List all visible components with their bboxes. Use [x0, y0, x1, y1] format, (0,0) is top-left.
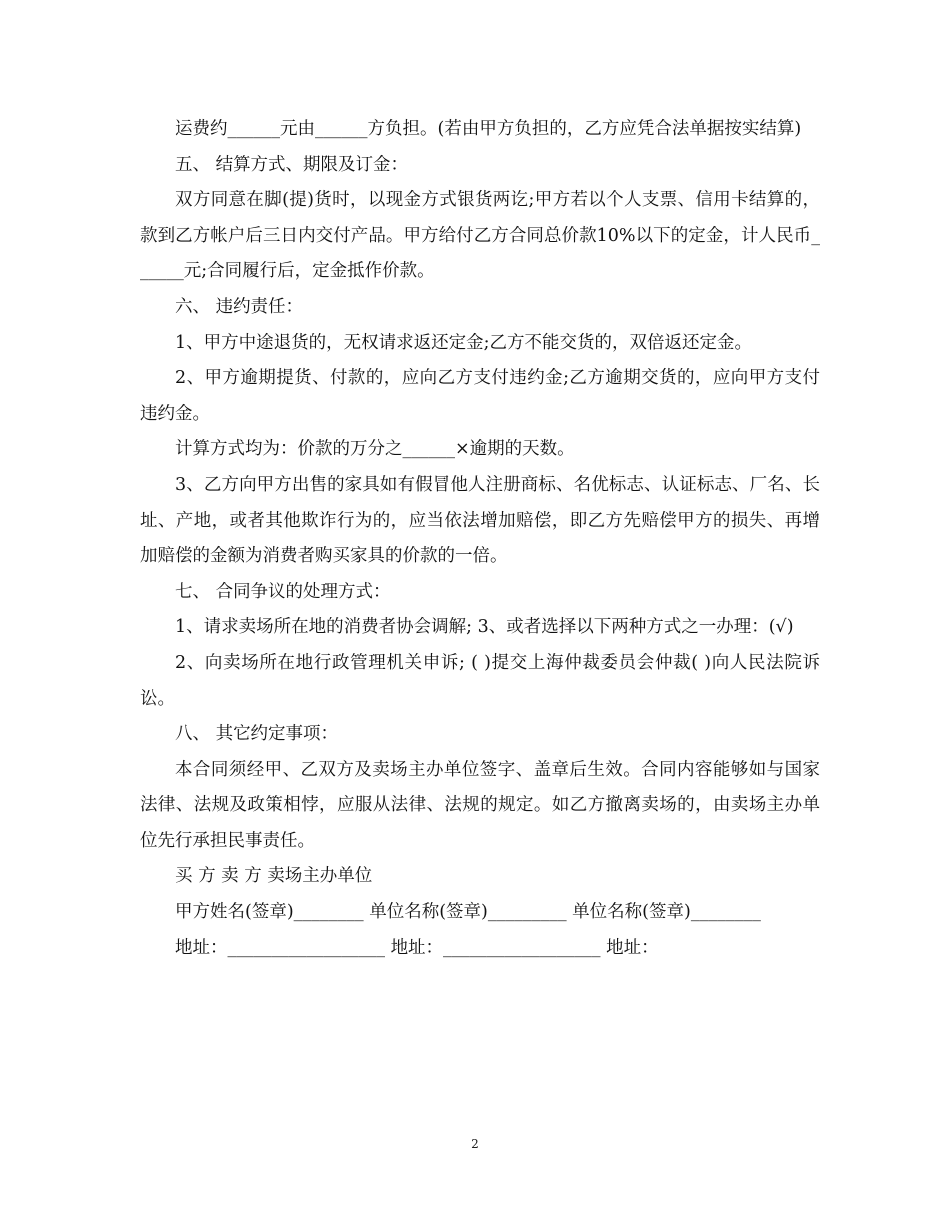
- heading-settlement: 五、 结算方式、期限及订金：: [175, 154, 409, 175]
- paragraph-liability-2: 2、甲方逾期提货、付款的，应向乙方支付违约金;乙方逾期交货的，应向甲方支付违约金。: [140, 368, 820, 424]
- document-body: [140, 112, 820, 966]
- paragraph-dispute-2: 2、向卖场所在地行政管理机关申诉; ( )提交上海仲裁委员会仲裁( )向人民法院诉讼。: [140, 652, 820, 709]
- paragraph-settlement: 双方同意在脚(提)货时，以现金方式银货两讫;甲方若以个人支票、信用卡结算的，款到乙方帐户后三日内交付产品。甲方给付乙方合同总价款10%以下的定金，计人民币______元;合同履行后，定金抵作价款。: [140, 190, 820, 282]
- paragraph-freight: 运费约______元由______方负担。(若由甲方负担的，乙方应凭合法单据按实结算): [175, 119, 802, 139]
- page-number: 2: [471, 1137, 479, 1151]
- heading-other-terms: 八、 其它约定事项：: [175, 724, 339, 745]
- signature-names: 甲方姓名(签章)________ 单位名称(签章)_________ 单位名称(签章)________: [175, 902, 761, 923]
- heading-dispute: 七、 合同争议的处理方式：: [175, 581, 391, 602]
- signature-parties: 买 方 卖 方 卖场主办单位: [175, 866, 373, 887]
- heading-liability: 六、 违约责任：: [175, 296, 304, 317]
- signature-addresses: 地址：__________________ 地址：__________________ 地址：: [175, 937, 659, 958]
- paragraph-liability-3: 3、乙方向甲方出售的家具如有假冒他人注册商标、名优标志、认证标志、厂名、长址、产地，或者其他欺诈行为的，应当依法增加赔偿，即乙方先赔偿甲方的损失、再增加赔偿的金额为消费者购买家具的价款的一倍。: [140, 474, 820, 567]
- paragraph-calculation: 计算方式均为：价款的万分之______×逾期的天数。: [175, 439, 575, 460]
- paragraph-dispute-1: 1、请求卖场所在地的消费者协会调解; 3、或者选择以下两种方式之一办理：(√): [175, 617, 794, 638]
- paragraph-other-terms: 本合同须经甲、乙双方及卖场主办单位签字、盖章后生效。合同内容能够如与国家法律、法规及政策相悖，应服从法律、法规的规定。如乙方撤离卖场的，由卖场主办单位先行承担民事责任。: [140, 759, 820, 851]
- paragraph-liability-1: 1、甲方中途退货的，无权请求返还定金;乙方不能交货的，双倍返还定金。: [175, 332, 753, 353]
